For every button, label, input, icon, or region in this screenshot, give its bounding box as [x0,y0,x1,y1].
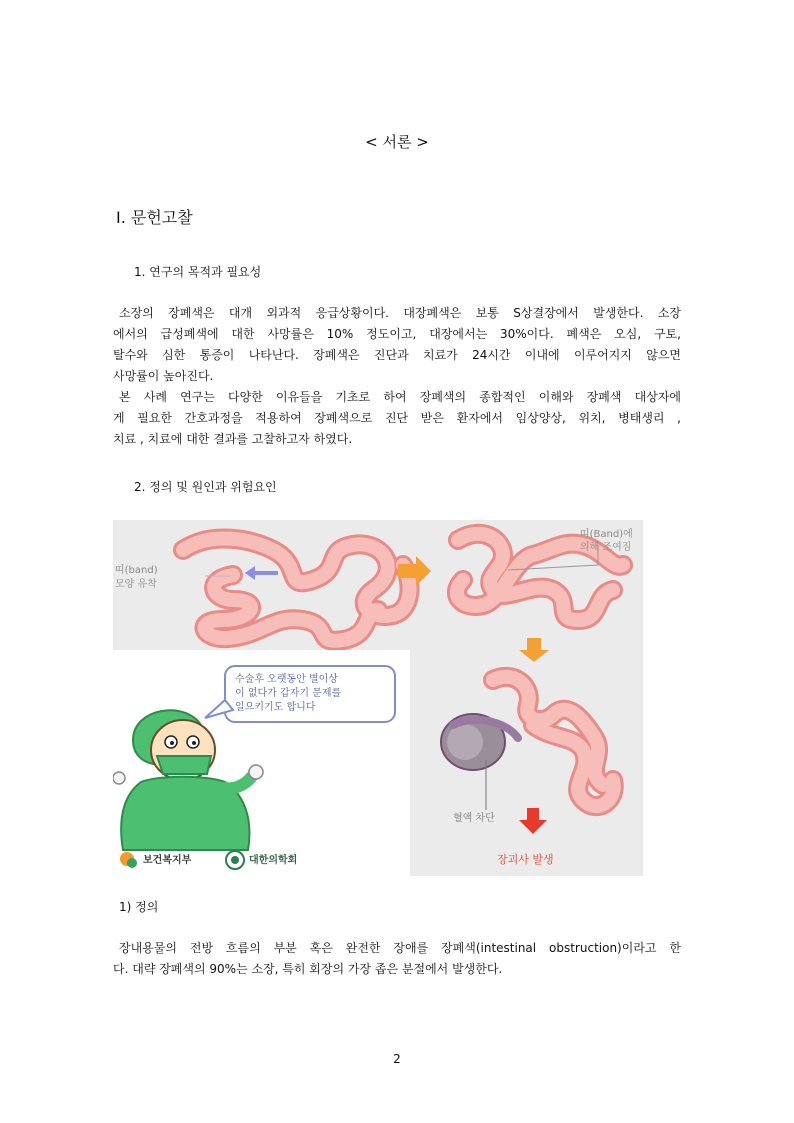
bubble-text-line: 수술후 오랫동안 별이상 [235,674,338,685]
page-number: 2 [393,1052,401,1066]
label-blood-blocked: 혈액 차단 [453,813,495,824]
subsection-heading-definition-detail: 1) 정의 [119,900,159,914]
text-line: 치료 , 치료에 대한 결과를 고찰하고자 하였다. [113,432,353,446]
text-line: 다. 대략 장폐색의 90%는 소장, 특히 회장의 가장 좁은 분절에서 발생한다. [113,962,503,976]
intestinal-obstruction-illustration [113,520,643,876]
text-line: 게 필요한 간호과정을 적용하여 장폐색으로 진단 받은 환자에서 임상양상, 위치, 병태생리 , [113,411,681,425]
text-line: 소장의 장폐색은 대개 외과적 응급상황이다. 대장폐색은 보통 S상결장에서 발생한다. 소장 [119,306,681,320]
label-constriction-1: 띠(Band)에 [580,529,633,540]
text-line: 본 사례 연구는 다양한 이유들을 기초로 하여 장폐색의 종합적인 이해와 장폐색 대상자에 [119,390,681,404]
subsection-heading-purpose: 1. 연구의 목적과 필요성 [134,265,262,279]
illustration-svg [113,520,643,876]
text-line: 탈수와 심한 통증이 나타난다. 장폐색은 진단과 치료가 24시간 이내에 이루어지지 않으면 [113,348,681,362]
paragraph-definition [113,938,681,980]
text-line: 사망률이 높아진다. [113,369,214,383]
paragraph-purpose-2 [113,387,681,450]
label-necrosis: 장괴사 발생 [497,853,554,866]
bubble-text-line: 일으키기도 합니다 [235,702,316,713]
label-band-adhesion-2: 모양 유착 [115,579,157,590]
page-title: < 서론 > [365,133,429,151]
logo-ministry-text: 보건복지부 [143,855,192,866]
label-constriction-2: 의해 조여짐 [580,542,632,553]
text-line: 에서의 급성폐색에 대한 사망률은 10% 정도이고, 대장에서는 30%이다. 폐색은 오심, 구토, [113,327,681,341]
text-line: 장내용물의 전방 흐름의 부분 혹은 완전한 장애를 장폐색(intestinal obstruction)이라고 한 [119,941,681,955]
bubble-text-line: 이 없다가 갑자기 문제를 [235,688,342,699]
subsection-heading-definition: 2. 정의 및 원인과 위험요인 [134,480,277,494]
paragraph-purpose-1 [113,303,681,387]
section-heading: I. 문헌고찰 [116,208,193,227]
label-band-adhesion-1: 띠(band) [115,565,158,576]
logo-academy-text: 대한의학회 [249,855,298,866]
